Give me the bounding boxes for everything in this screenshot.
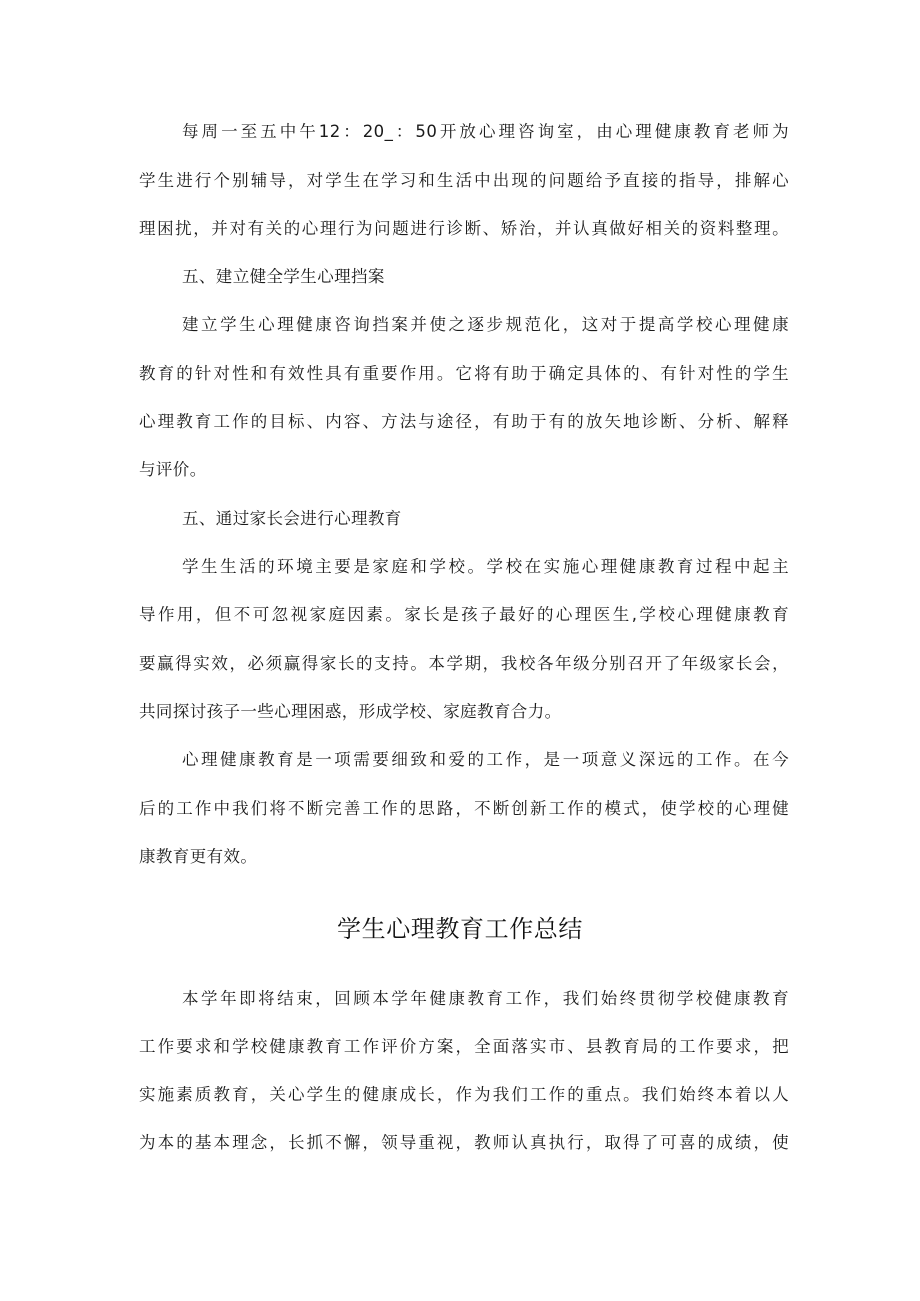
- paragraph-line: 本学年即将结束，回顾本学年健康教育工作，我们始终贯彻学校健康教育: [182, 989, 789, 1008]
- document-title: 学生心理教育工作总结: [337, 915, 583, 943]
- paragraph-line: 后的工作中我们将不断完善工作的思路，不断创新工作的模式，使学校的心理健: [139, 799, 789, 818]
- paragraph-line: 导作用，但不可忽视家庭因素。家长是孩子最好的心理医生,学校心理健康教育: [139, 605, 789, 624]
- paragraph-line: 心理健康教育是一项需要细致和爱的工作，是一项意义深远的工作。在今: [182, 750, 789, 769]
- paragraph-line: 要赢得实效，必须赢得家长的支持。本学期，我校各年级分别召开了年级家长会，: [139, 654, 789, 673]
- paragraph-line: 康教育更有效。: [139, 847, 258, 866]
- paragraph-line: 共同探讨孩子一些心理困惑，形成学校、家庭教育合力。: [139, 702, 562, 721]
- paragraph-line: 为本的基本理念，长抓不懈，领导重视，教师认真执行，取得了可喜的成绩，使: [139, 1133, 789, 1152]
- paragraph-line: 心理教育工作的目标、内容、方法与途径，有助于有的放矢地诊断、分析、解释: [139, 412, 789, 431]
- paragraph-line: 每周一至五中午12：20_：50开放心理咨询室，由心理健康教育老师为: [182, 122, 789, 141]
- paragraph-line: 工作要求和学校健康教育工作评价方案，全面落实市、县教育局的工作要求，把: [139, 1037, 789, 1056]
- paragraph-line: 与评价。: [139, 460, 207, 479]
- paragraph-line: 实施素质教育，关心学生的健康成长，作为我们工作的重点。我们始终本着以人: [139, 1085, 789, 1104]
- paragraph-line: 学生生活的环境主要是家庭和学校。学校在实施心理健康教育过程中起主: [182, 557, 789, 576]
- paragraph-line: 建立学生心理健康咨询挡案并使之逐步规范化，这对于提高学校心理健康: [182, 315, 789, 334]
- section-heading: 五、通过家长会进行心理教育: [182, 509, 402, 528]
- paragraph-line: 学生进行个别辅导，对学生在学习和生活中出现的问题给予直接的指导，排解心: [139, 171, 789, 190]
- section-heading: 五、建立健全学生心理挡案: [182, 267, 385, 286]
- paragraph-line: 理困扰，并对有关的心理行为问题进行诊断、矫治，并认真做好相关的资料整理。: [139, 219, 789, 238]
- paragraph-line: 教育的针对性和有效性具有重要作用。它将有助于确定具体的、有针对性的学生: [139, 364, 789, 383]
